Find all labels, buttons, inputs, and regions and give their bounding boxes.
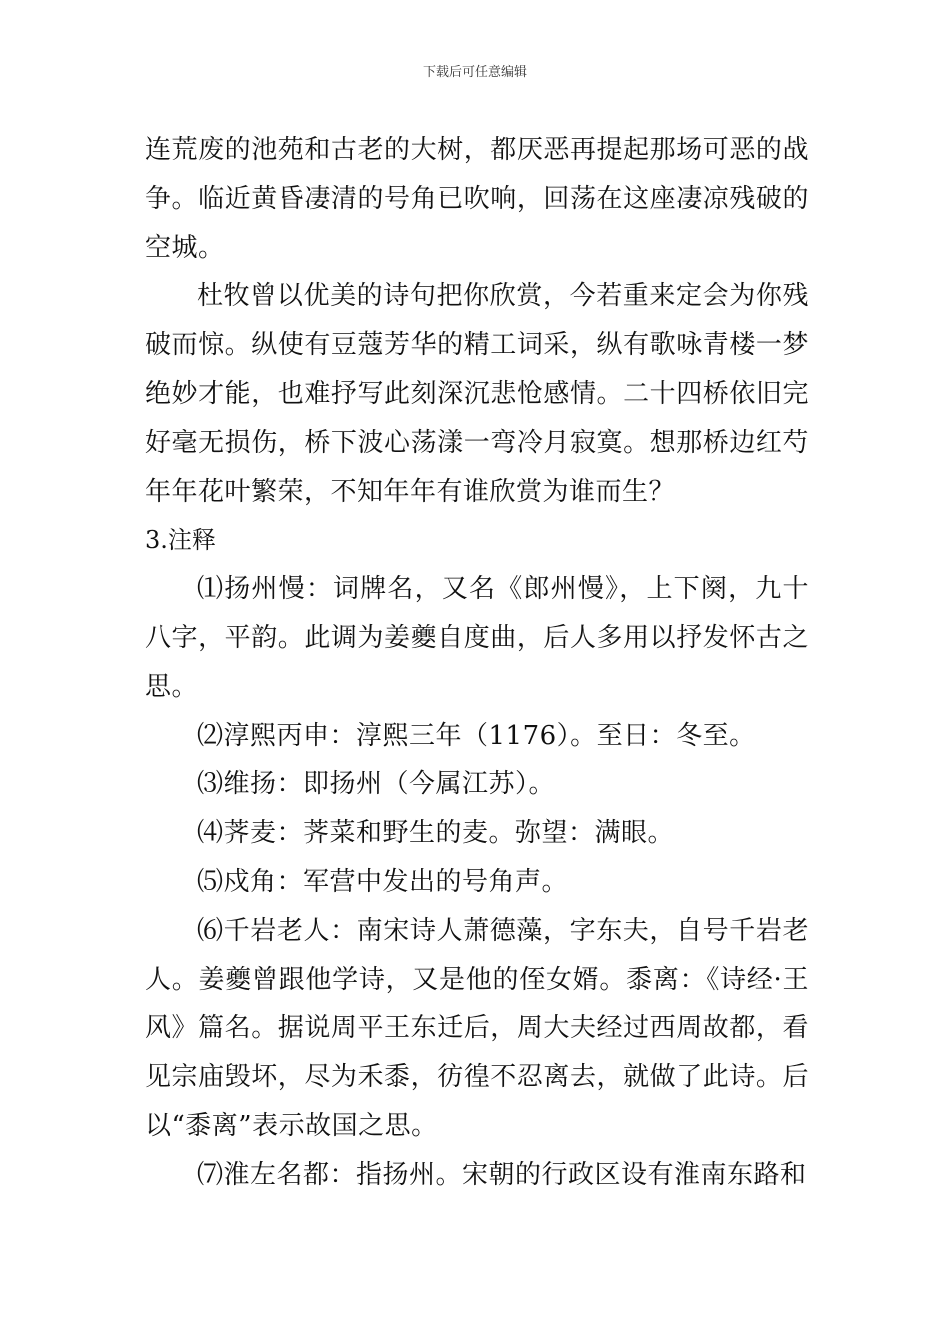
- note-item-7: ⑺淮左名都：指扬州。宋朝的行政区设有淮南东路和: [197, 1159, 807, 1190]
- note-item-4: ⑷荠麦：荠菜和野生的麦。弥望：满眼。: [197, 818, 675, 849]
- page-header: 下载后可任意编辑: [422, 65, 527, 80]
- note-item-2: ⑵淳熙丙申：淳熙三年（1176）。至日：冬至。: [197, 720, 756, 751]
- paragraph-translation-1: 连荒废的池苑和古老的大树，都厌恶再提起那场可恶的战争。临近黄昏凄清的号角已吹响，回荡在这座凄凉残破的空城。: [145, 135, 809, 263]
- paragraph-translation-2: 杜牧曾以优美的诗句把你欣赏，今若重来定会为你残破而惊。纵使有豆蔻芳华的精工词采，纵有歌咏青楼一梦绝妙才能，也难抒写此刻深沉悲怆感情。二十四桥依旧完好毫无损伤，桥下波心荡漾一弯冷月寂寞。想那桥边红芍年年花叶繁荣，不知年年有谁欣赏为谁而生？: [145, 281, 809, 507]
- document-body: [145, 126, 809, 1200]
- section-title-notes: 3.注释: [145, 526, 216, 555]
- note-item-3: ⑶维扬：即扬州（今属江苏）。: [197, 769, 556, 800]
- note-item-1: ⑴扬州慢：词牌名，又名《郎州慢》，上下阕，九十八字，平韵。此调为姜夔自度曲，后人多用以抒发怀古之思。: [145, 574, 809, 702]
- note-item-6: ⑹千岩老人：南宋诗人萧德藻，字东夫，自号千岩老人。姜夔曾跟他学诗，又是他的侄女婿。黍离：《诗经·王风》篇名。据说周平王东迁后，周大夫经过西周故都，看见宗庙毁坏，尽为禾黍，彷徨不忍离去，就做了此诗。后以“黍离”表示故国之思。: [145, 915, 809, 1141]
- note-item-5: ⑸戍角：军营中发出的号角声。: [197, 866, 569, 897]
